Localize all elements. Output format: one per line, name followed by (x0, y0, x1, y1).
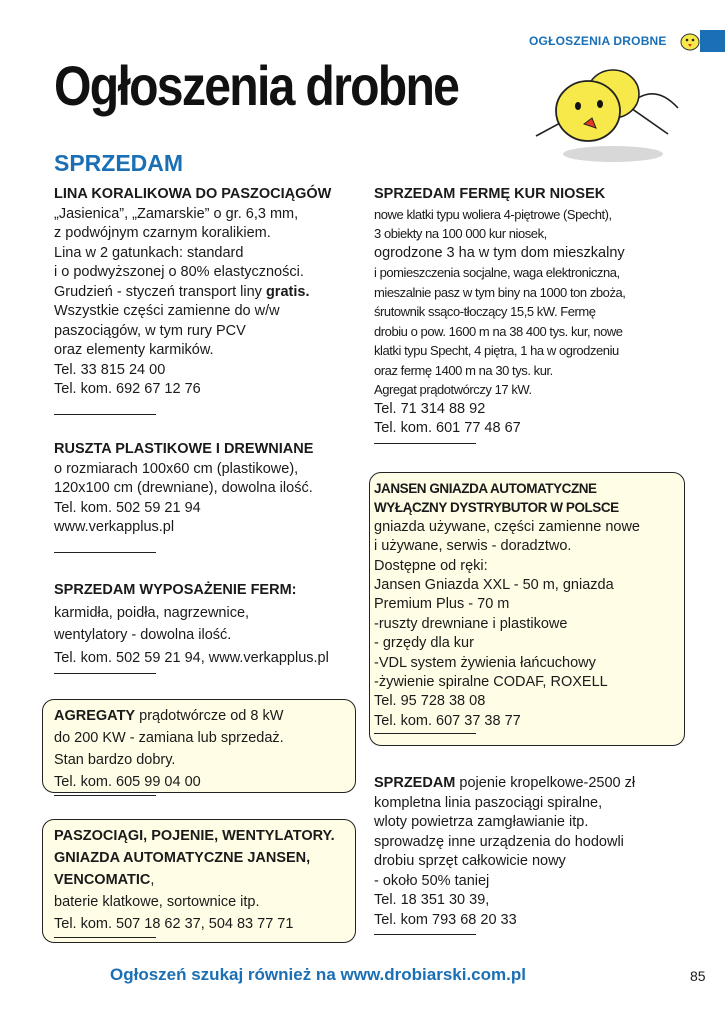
divider (374, 733, 476, 734)
ad-line: i o podwyższonej o 80% elastyczności. (54, 264, 304, 280)
ad-line: do 200 KW - zamiana lub sprzedaż. (54, 730, 284, 746)
divider (374, 934, 476, 935)
ad-jansen (374, 479, 640, 734)
ad-phone: Tel. 95 728 38 08 (374, 693, 486, 710)
ad-line: - grzędy dla kur (374, 635, 474, 652)
ad-phone: Tel. kom. 507 18 62 37, 504 83 77 71 (54, 916, 294, 932)
ad-line: Lina w 2 gatunkach: standard (54, 244, 244, 261)
ad-line: karmidła, poidła, nagrzewnice, (54, 604, 250, 621)
ad-lina-koralikowa (54, 185, 331, 415)
ad-heading: SPRZEDAM WYPOSAŻENIE FERM: (54, 582, 297, 598)
ad-phone: Tel. kom. 692 67 12 76 (54, 381, 201, 397)
ad-heading: GNIAZDA AUTOMATYCZNE JANSEN, (54, 850, 311, 866)
ad-line-text: , (150, 872, 155, 888)
footer-link-text: Ogłoszeń szukaj również na www.drobiarski.com.pl (110, 965, 526, 984)
ad-line: „Jasienica”, „Zamarskie” o gr. 6,3 mm, (54, 205, 299, 222)
ad-line: Dostępne od ręki: (374, 557, 488, 574)
ad-phone: Tel. 18 351 30 39, (374, 892, 490, 908)
ad-phone: Tel. kom. 607 37 38 77 (374, 712, 521, 729)
ad-ferma-kur-niosek (374, 185, 625, 444)
ad-line: - około 50% taniej (374, 872, 490, 889)
ad-line: 120x100 cm (drewniane), dowolna ilość. (54, 480, 313, 496)
ad-bold-text: gratis. (265, 283, 310, 300)
ad-line: oraz elementy karmików. (54, 342, 214, 358)
ad-pojenie (374, 774, 635, 935)
divider (54, 414, 156, 415)
ad-line: nowe klatki typu woliera 4-piętrowe (Specht), (374, 206, 612, 222)
ad-heading: RUSZTA PLASTIKOWE I DREWNIANE (54, 441, 314, 457)
ad-line: ogrodzone 3 ha w tym dom mieszkalny (374, 244, 625, 261)
ad-heading: WYŁĄCZNY DYSTRYBUTOR W POLSCE (374, 500, 619, 516)
ad-bold-text: VENCOMATIC (54, 872, 151, 888)
ad-line: śrutownik ssąco-tłoczący 15,5 kW. Fermę (374, 304, 596, 319)
ad-heading (54, 705, 284, 727)
ad-phone: Tel. kom. 605 99 04 00 (54, 774, 201, 790)
ad-wyposazenie-ferm (54, 579, 329, 674)
ad-heading (374, 774, 635, 794)
page-number: 85 (690, 968, 706, 984)
page-title: Ogłoszenia drobne (54, 54, 459, 117)
ad-line-text: pojenie kropelkowe-2500 zł (455, 775, 636, 791)
ad-line-text: prądotwórcze od 8 kW (135, 708, 284, 724)
section-tag: OGŁOSZENIA DROBNE (529, 34, 667, 48)
ad-line: kompletna linia paszociągi spiralne, (374, 794, 603, 811)
ad-line: wloty powietrza zamgławianie itp. (374, 814, 589, 830)
ad-line: mieszalnie pasz w tym biny na 1000 ton zboża, (374, 284, 626, 300)
ad-ruszta (54, 440, 313, 553)
ad-line-text: Grudzień - styczeń transport liny (54, 283, 266, 300)
ad-line: -żywienie spiralne CODAF, ROXELL (374, 674, 608, 691)
ad-line (54, 283, 331, 303)
divider (54, 937, 156, 938)
ad-phone: Tel. 33 815 24 00 (54, 361, 166, 378)
ad-line: sprowadzę inne urządzenia do hodowli (374, 833, 624, 850)
divider (54, 673, 156, 674)
ad-line: i pomieszczenia socjalne, waga elektroniczna, (374, 265, 620, 280)
ad-phone: Tel. 71 314 88 92 (374, 400, 486, 417)
ad-bold-text: SPRZEDAM (374, 775, 456, 791)
ad-line: klatki typu Specht, 4 piętra, 1 ha w ogrodzeniu (374, 343, 619, 358)
ad-heading (54, 869, 335, 891)
ad-line: Jansen Gniazda XXL - 50 m, gniazda (374, 577, 614, 594)
ad-bold-text: AGREGATY (54, 708, 136, 724)
ad-line: oraz fermę 1400 m na 30 tys. kur. (374, 362, 553, 378)
ad-heading: PASZOCIĄGI, POJENIE, WENTYLATORY. (54, 828, 335, 844)
ad-line: gniazda używane, części zamienne nowe (374, 518, 640, 535)
ad-phone: Tel. kom. 502 59 21 94, www.verkapplus.pl (54, 649, 329, 666)
ad-line: 3 obiekty na 100 000 kur niosek, (374, 226, 547, 241)
ad-line: Stan bardzo dobry. (54, 752, 176, 768)
ad-phone: Tel. kom. 601 77 48 67 (374, 420, 521, 436)
ad-line: -ruszty drewniane i plastikowe (374, 615, 568, 632)
ad-line: o rozmiarach 100x60 cm (plastikowe), (54, 460, 299, 477)
divider (54, 552, 156, 553)
ad-line: Premium Plus - 70 m (374, 596, 510, 613)
ad-line: wentylatory - dowolna ilość. (54, 627, 232, 643)
ad-heading: JANSEN GNIAZDA AUTOMATYCZNE (374, 481, 597, 496)
ad-line: paszociągów, w tym rury PCV (54, 322, 246, 339)
ad-line: Agregat prądotwórczy 17 kW. (374, 382, 532, 397)
ad-line: i używane, serwis - doradztwo. (374, 538, 572, 555)
divider (54, 795, 156, 796)
ad-phone: Tel. kom. 502 59 21 94 (54, 499, 201, 516)
ad-heading: SPRZEDAM FERMĘ KUR NIOSEK (374, 186, 606, 202)
small-chick-icon (676, 29, 704, 53)
ad-line: drobiu o pow. 1600 m na 38 400 tys. kur, nowe (374, 323, 623, 339)
ad-line: drobiu sprzęt całkowicie nowy (374, 853, 566, 869)
divider (374, 443, 476, 444)
ad-line: Wszystkie części zamienne do w/w (54, 303, 280, 319)
ad-phone: Tel. kom 793 68 20 33 (374, 911, 517, 928)
ad-website: www.verkapplus.pl (54, 519, 175, 535)
ad-agregaty (54, 705, 284, 796)
ad-heading: LINA KORALIKOWA DO PASZOCIĄGÓW (54, 186, 332, 202)
ad-line: baterie klatkowe, sortownice itp. (54, 894, 260, 910)
chick-illustration (528, 56, 688, 166)
section-heading-sprzedam: SPRZEDAM (54, 150, 184, 176)
ad-line: z podwójnym czarnym koralikiem. (54, 225, 271, 241)
ad-line: -VDL system żywienia łańcuchowy (374, 654, 596, 671)
ad-paszociagi (54, 825, 335, 938)
